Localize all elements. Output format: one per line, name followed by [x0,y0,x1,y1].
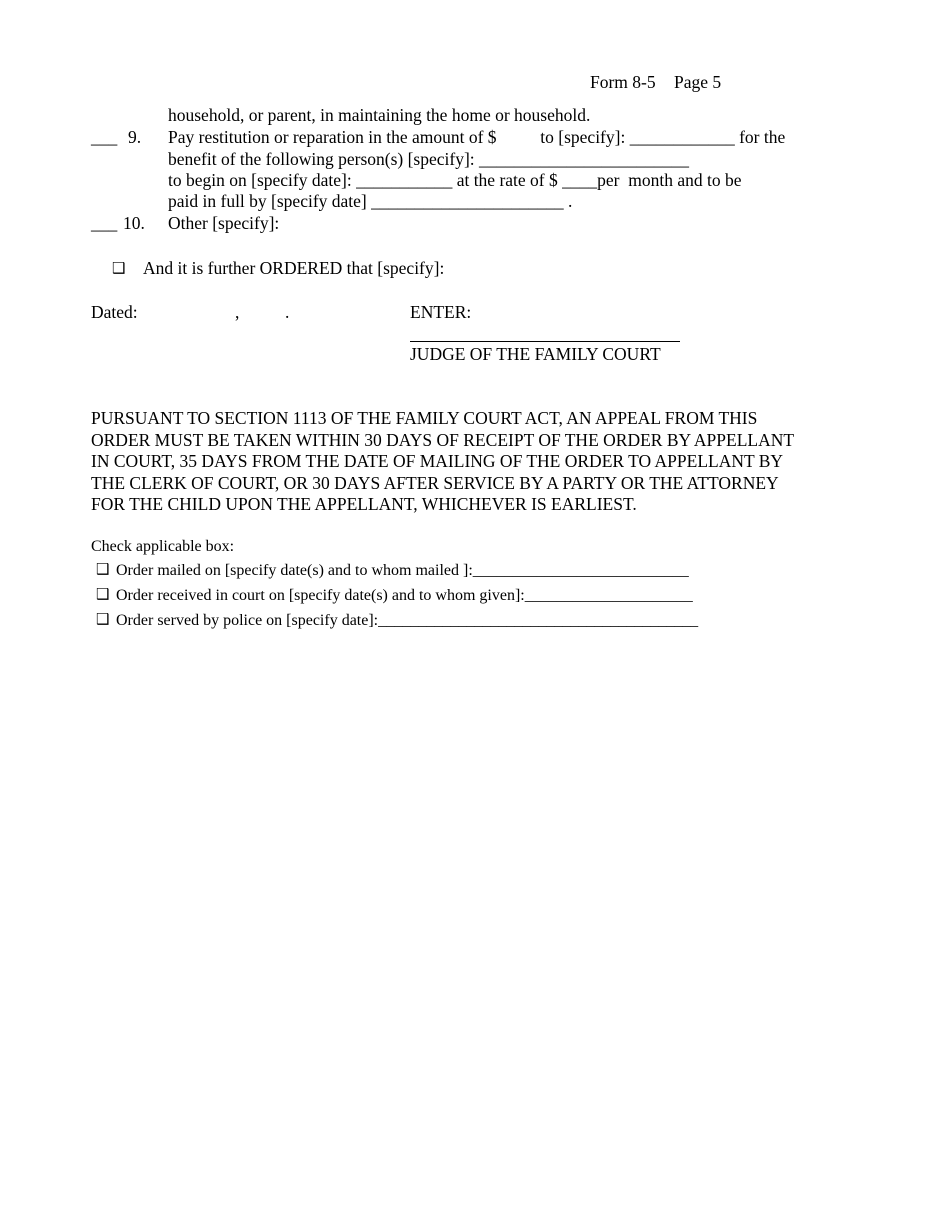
continuation-text: household, or parent, in maintaining the home or household. [168,105,591,125]
service-option-police: Order served by police on [specify date]:________________________________________ [116,612,699,629]
item-9-blank[interactable]: ___ [91,127,118,147]
police-checkbox-icon[interactable]: ❑ [96,610,110,628]
appeal-notice-line: PURSUANT TO SECTION 1113 OF THE FAMILY COURT ACT, AN APPEAL FROM THIS [91,408,758,428]
received-checkbox-icon[interactable]: ❑ [96,585,110,603]
judge-title: JUDGE OF THE FAMILY COURT [410,344,661,364]
item-9-line-3: to begin on [specify date]: ___________ at the rate of $ ____per month and to be [168,170,742,190]
item-10-blank[interactable]: ___ [91,213,118,233]
item-9-line-2: benefit of the following person(s) [specify]: ________________________ [168,149,690,169]
appeal-notice-line: THE CLERK OF COURT, OR 30 DAYS AFTER SERVICE BY A PARTY OR THE ATTORNEY [91,473,779,493]
service-heading: Check applicable box: [91,538,235,555]
item-9-line-1: Pay restitution or reparation in the amount of $ to [specify]: ____________ for the [168,127,786,147]
further-order-text: And it is further ORDERED that [specify]: [143,258,445,278]
further-order-checkbox-icon[interactable]: ❑ [112,259,126,277]
item-9-number: 9. [128,127,142,147]
date-period: . [285,302,290,322]
date-comma: , [235,302,240,322]
item-10-text: Other [specify]: [168,213,280,233]
item-9-line-4: paid in full by [specify date] ______________________ . [168,191,573,211]
appeal-notice-line: ORDER MUST BE TAKEN WITHIN 30 DAYS OF RECEIPT OF THE ORDER BY APPELLANT [91,430,795,450]
dated-label: Dated: [91,302,138,322]
judge-signature-line[interactable] [410,341,680,342]
form-number: Form 8-5 [590,72,656,92]
service-option-mailed: Order mailed on [specify date(s) and to whom mailed ]:___________________________ [116,562,689,579]
appeal-notice-line: IN COURT, 35 DAYS FROM THE DATE OF MAILING OF THE ORDER TO APPELLANT BY [91,451,784,471]
page-number: Page 5 [674,72,722,92]
service-option-received: Order received in court on [specify date(s) and to whom given]:_____________________ [116,587,693,604]
appeal-notice-line: FOR THE CHILD UPON THE APPELLANT, WHICHEVER IS EARLIEST. [91,494,637,514]
mailed-checkbox-icon[interactable]: ❑ [96,560,110,578]
item-10-number: 10. [123,213,145,233]
enter-label: ENTER: [410,302,472,322]
